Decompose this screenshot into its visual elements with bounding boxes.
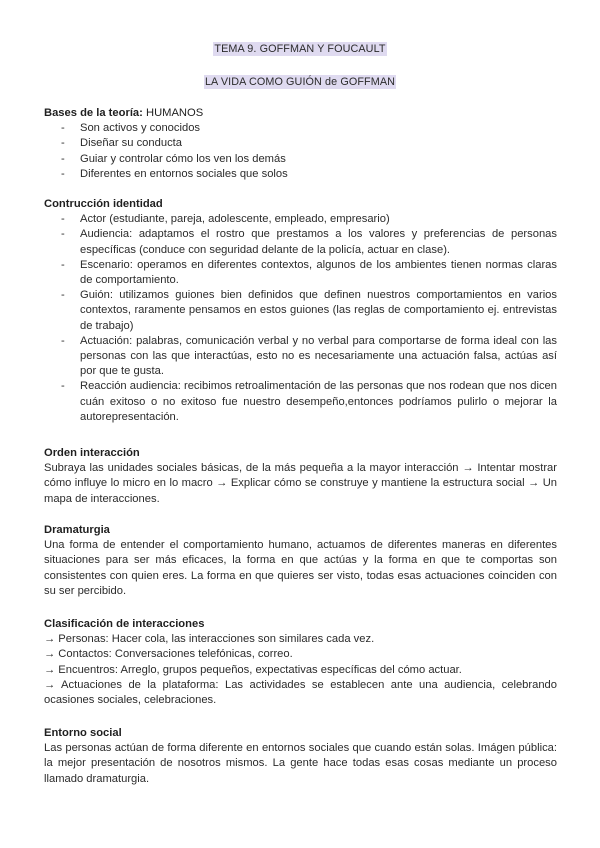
list-item: - Guiar y controlar cómo los ven los demás — [44, 152, 557, 167]
section-heading: Orden interacción — [44, 447, 140, 459]
section-heading: Clasificación de interacciones — [44, 618, 205, 630]
section-text: Las personas actúan de forma diferente en entornos sociales que cuando están solas. Imágen pública: la mejor presentación de nosotros mismos. La gente hace todas esas cosas mediante un proceso llamado dramaturgia. — [44, 742, 557, 785]
section-construccion — [44, 197, 557, 425]
section-heading: Dramaturgia — [44, 524, 110, 536]
heading-text: Bases de la teoría: — [44, 107, 143, 119]
topic-title-text: TEMA 9. GOFFMAN Y FOUCAULT — [214, 43, 386, 55]
section-heading: Contrucción identidad — [44, 198, 163, 210]
section-dramaturgia — [44, 523, 557, 599]
section-orden — [44, 446, 557, 507]
clasificacion-line: → Encuentros: Arreglo, grupos pequeños, expectativas específicas del cómo actuar. — [44, 663, 462, 676]
list-item: - Audiencia: adaptamos el rostro que prestamos a los valores y preferencias de personas específicas (conduce con seguridad delante de la policía, actuar en clase). — [44, 227, 557, 257]
list-item: - Diseñar su conducta — [44, 136, 557, 151]
clasificacion-line: → Contactos: Conversaciones telefónicas, correo. — [44, 648, 293, 661]
section-entorno — [44, 726, 557, 787]
section-clasificacion — [44, 617, 557, 708]
section-heading: Entorno social — [44, 727, 122, 739]
bases-list — [44, 121, 557, 182]
list-item: - Escenario: operamos en diferentes contextos, algunos de los ambientes tienen normas claras de comportamiento. — [44, 258, 557, 288]
list-item: - Son activos y conocidos — [44, 121, 557, 136]
construccion-list — [44, 212, 557, 425]
list-item: - Actor (estudiante, pareja, adolescente, empleado, empresario) — [44, 212, 557, 227]
section-heading — [44, 106, 557, 121]
section-text: Subraya las unidades sociales básicas, de la más pequeña a la mayor interacción → Intentar mostrar cómo influye lo micro en lo macro → Explicar cómo se construye y mantiene la estructura social → Un mapa de interacciones. — [44, 462, 557, 505]
section-text: Una forma de entender el comportamiento humano, actuamos de diferentes maneras en diferentes situaciones para ser más eficaces, la forma en que actúas y la forma en que te comportas son consistentes con quien eres. La forma en que quieres ser visto, todas esas actuaciones coinciden con su ser percibido. — [44, 539, 557, 597]
subtitle — [0, 75, 600, 89]
list-item: - Reacción audiencia: recibimos retroalimentación de las personas que nos rodean que nos dicen cuán exitoso o no exitoso fue nuestro desempeño,entonces podríamos pulirlo o mejorar la autorepresentación. — [44, 379, 557, 425]
clasificacion-line: → Actuaciones de la plataforma: Las actividades se establecen ante una audiencia, celebrando ocasiones sociales, celebraciones. — [44, 678, 557, 707]
topic-title — [0, 42, 600, 56]
subtitle-text: LA VIDA COMO GUIÓN de GOFFMAN — [204, 76, 396, 88]
list-item: - Actuación: palabras, comunicación verbal y no verbal para comportarse de forma ideal con las personas con las que interactúas, esto no es necesariamente una actuación falsa, actúas así por que te gusta. — [44, 334, 557, 380]
section-bases — [44, 106, 557, 182]
list-item: - Guión: utilizamos guiones bien definidos que definen nuestros comportamientos en varios contextos, raramente pensamos en estos guiones (las reglas de comportamiento ej. entrevistas de trabajo) — [44, 288, 557, 334]
clasificacion-line: → Personas: Hacer cola, las interacciones son similares cada vez. — [44, 633, 375, 646]
list-item: - Diferentes en entornos sociales que solos — [44, 167, 557, 182]
heading-suffix: HUMANOS — [145, 107, 204, 119]
